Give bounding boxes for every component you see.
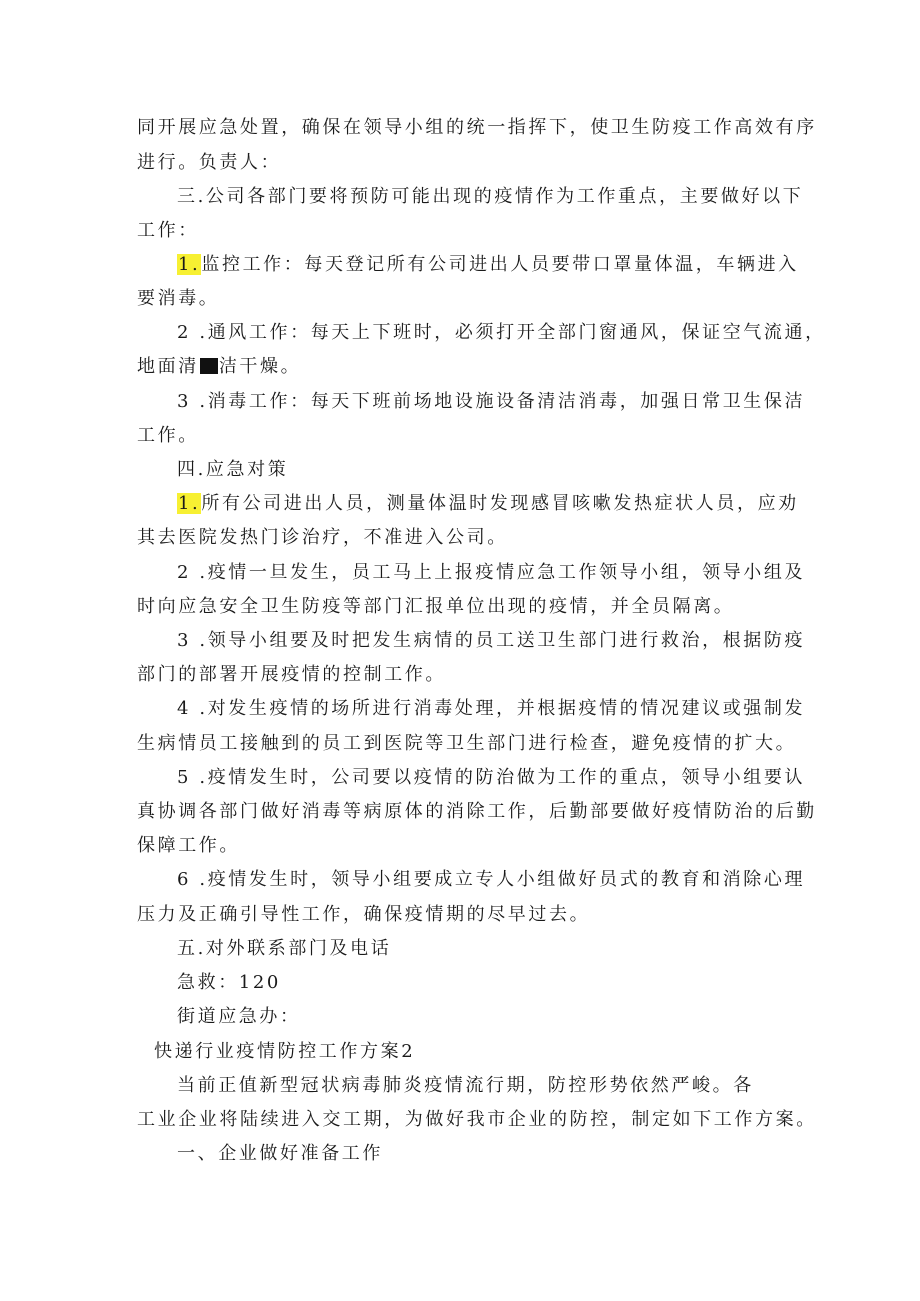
paragraph-line: 部门的部署开展疫情的控制工作。 — [137, 664, 446, 685]
list-item: 2 .疫情一旦发生，员工马上上报疫情应急工作领导小组，领导小组及 — [177, 562, 806, 583]
list-item-text: 监控工作：每天登记所有公司进出人员要带口罩量体温，车辆进入 — [201, 254, 799, 275]
list-item: 5 .疫情发生时，公司要以疫情的防治做为工作的重点，领导小组要认 — [177, 767, 806, 788]
section-heading: 五.对外联系部门及电话 — [177, 938, 392, 959]
list-item: 2 .通风工作：每天上下班时，必须打开全部门窗通风，保证空气流通， — [177, 322, 826, 343]
paragraph-line: 工业企业将陆续进入交工期，为做好我市企业的防控，制定如下工作方案。 — [137, 1109, 817, 1130]
list-item — [177, 254, 799, 276]
redaction-block — [200, 358, 218, 374]
paragraph-line: 时向应急安全卫生防疫等部门汇报单位出现的疫情，并全员隔离。 — [137, 596, 735, 617]
document-subtitle: 快递行业疫情防控工作方案2 — [154, 1041, 416, 1062]
highlighted-number: 1. — [178, 254, 201, 275]
list-item: 6 .疫情发生时，领导小组要成立专人小组做好员式的教育和消除心理 — [177, 869, 806, 890]
paragraph-line: 压力及正确引导性工作，确保疫情期的尽早过去。 — [137, 904, 591, 925]
paragraph-line: 工作。 — [137, 425, 199, 446]
section-heading: 三.公司各部门要将预防可能出现的疫情作为工作重点，主要做好以下 — [177, 186, 804, 207]
paragraph-line: 同开展应急处置，确保在领导小组的统一指挥下，使卫生防疫工作高效有序 — [137, 117, 817, 138]
paragraph-line: 当前正值新型冠状病毒肺炎疫情流行期，防控形势依然严峻。各 — [177, 1075, 754, 1096]
paragraph-line: 其去医院发热门诊治疗，不准进入公司。 — [137, 527, 508, 548]
paragraph-line: 保障工作。 — [137, 835, 240, 856]
line-text-part: 洁干燥。 — [218, 356, 302, 377]
list-item: 4 .对发生疫情的场所进行消毒处理，并根据疫情的情况建议或强制发 — [177, 698, 806, 719]
contact-line: 街道应急办： — [177, 1006, 301, 1027]
list-item-text: 所有公司进出人员，测量体温时发现感冒咳嗽发热症状人员，应劝 — [201, 493, 799, 514]
list-item: 3 .领导小组要及时把发生病情的员工送卫生部门进行救治，根据防疫 — [177, 630, 806, 651]
list-item — [177, 493, 799, 515]
paragraph-line: 真协调各部门做好消毒等病原体的消除工作，后勤部要做好疫情防治的后勤 — [137, 801, 817, 822]
paragraph-line: 要消毒。 — [137, 288, 220, 309]
highlighted-number: 1. — [178, 493, 201, 514]
paragraph-line: 进行。负责人： — [137, 152, 282, 173]
line-text-part: 地面清 — [137, 356, 199, 377]
section-heading: 一、企业做好准备工作 — [177, 1143, 383, 1164]
contact-line: 急救：120 — [177, 972, 281, 993]
paragraph-line: 工作： — [137, 220, 199, 241]
section-heading: 四.应急对策 — [177, 459, 289, 480]
paragraph-line — [137, 356, 301, 378]
list-item: 3 .消毒工作：每天下班前场地设施设备清洁消毒，加强日常卫生保洁 — [177, 391, 806, 412]
paragraph-line: 生病情员工接触到的员工到医院等卫生部门进行检查，避免疫情的扩大。 — [137, 733, 797, 754]
